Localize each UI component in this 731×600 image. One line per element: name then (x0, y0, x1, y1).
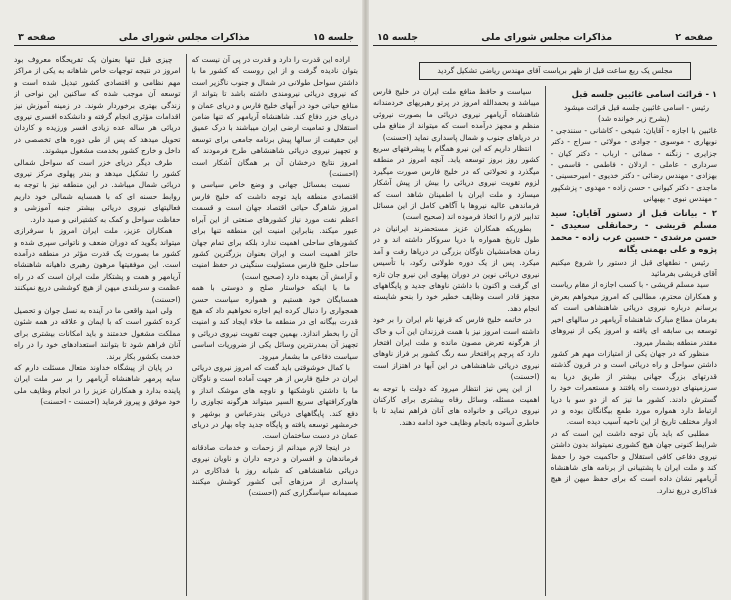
paragraph: منظور که در جهان یکی از امتیازات مهم هر کشور داشتن سواحل و راه دریائی است و در قرون گذشته قدرتهای بزرگ جهانی بیشتر از طریق دریا به سرزمینهای دوردست راه یافتند و مستعمرات خود را گسترش دادند. کشور ما نیز که از دو سو با دریا ارتباط دارد همواره مورد طمع بیگانگان بوده و در ادوار مختلف تاریخ از این ناحیه آسیب دیده است. (550, 348, 717, 427)
session-number: جلسه ۱۵ (377, 32, 419, 43)
paragraph: در پایان از پیشگاه خداوند متعال مسئلت دارم که سایه پرمهر شاهنشاه آریامهر را بر سر ملت ایران پاینده بدارد و همکاران عزیز را در انجام وظایف ملی خود موفق و پیروز فرماید (احسنت - احسنت) (14, 362, 181, 407)
running-title: مذاکرات مجلس شورای ملی (481, 32, 613, 43)
page-gutter (362, 0, 369, 600)
note: (بشرح زیر خوانده شد) (598, 114, 670, 124)
text-column-left (373, 86, 540, 596)
paragraph: مطلبی که باید بآن توجه داشت این است که در شرایط کنونی جهان هیچ کشوری نمیتواند بدون داشتن نیروی دفاعی کافی استقلال و حاکمیت خود را حفظ کند و ملت ایران با پشتیبانی از برنامه های شاهنشاه آریامهر نشان داده است که برای حفظ میهن از هیچ فداکاری دریغ ندارد. (550, 428, 717, 495)
paragraph: بطوریکه همکاران عزیز مستحضرند ایرانیان در طول تاریخ همواره با دریا سروکار داشته اند و در زمان هخامنشیان ناوگان بزرگی در دریاها رفت و آمد میکرد. پس از یک دوره طولانی رکود، با تأسیس نیروی دریائی نوین در دوران پهلوی این نیرو جان تازه ای گرفت و اکنون با داشتن ناوهای جدید و پایگاههای مجهز قادر است وظایف خطیر خود را بنحو شایسته انجام دهد. (373, 223, 540, 313)
text-columns (14, 54, 358, 596)
page-number: صفحه ۲ (675, 32, 713, 43)
text-column-right (551, 86, 718, 596)
page-number: صفحه ۳ (18, 32, 56, 43)
paragraph: نسبت بمسائل جهانی و وضع خاص سیاسی و اقتصادی منطقه باید توجه داشت که خلیج فارس امروز شاهرگ حیاتی اقتصاد جهان است و قسمت اعظم نفت مورد نیاز کشورهای صنعتی از این آبراه عبور میکند. بنابراین امنیت این منطقه تنها برای کشورهای ساحلی اهمیت ندارد بلکه برای تمام جهان حائز اهمیت است و ایران بعنوان بزرگترین کشور ساحلی خلیج فارس مسئولیت سنگینی در حفظ امنیت و آرامش آن بعهده دارد (صحیح است) (191, 180, 358, 281)
paragraph: طرف دیگر دریای خزر است که سواحل شمالی کشور را تشکیل میدهد و بندر پهلوی مرکز نیروی دریائی شمال میباشد. در این منطقه نیز با توجه به روابط حسنه ای که با همسایه شمالی خود داریم فعالیتهای نیروی دریائی بیشتر جنبه آموزشی و حفاظت سواحل و کمک به کشتیرانی و صید دارد. (14, 157, 181, 224)
paragraph: سید مسلم قریشی - با کسب اجازه از مقام ریاست و همکاران محترم، مطالبی که امروز میخواهم بعرض برسانم درباره نیروی دریائی شاهنشاهی است که بفرمان مطاع مبارک شاهنشاه آریامهر در سالهای اخیر توسعه بی سابقه ای یافته و امروز یکی از نیروهای مقتدر منطقه بشمار میرود. (550, 280, 717, 347)
paragraph: ولی امید واقعی ما در آینده به نسل جوان و تحصیل کرده کشور است که با ایمان و علاقه در همه شئون مملکت مشغول خدمتند و باید امکانات بیشتری برای آنان فراهم شود تا بتوانند استعدادهای خود را در راه خدمت بکشور بکار برند. (14, 305, 181, 361)
running-title: مذاکرات مجلس شورای ملی (118, 32, 250, 43)
paragraph: با کمال خوشوقتی باید گفت که امروز نیروی دریائی ایران در خلیج فارس از هر جهت آماده است و ناوگان ما با داشتن ناوشکنها و ناوچه های موشک انداز و هاورکرافتهای سریع السیر میتواند هرگونه تجاوزی را دفع کند. پایگاههای دریائی بندرعباس و بوشهر و خرمشهر توسعه یافته و پایگاه جدید چاه بهار در دریای عمان در دست ساختمان است. (191, 362, 358, 441)
paragraph: انتظار داریم که این نیرو همگام با پیشرفتهای سریع کشور روز بروز توسعه یابد. آنچه امروز در منطقه میگذرد و تحولاتی که در خلیج فارس صورت میگیرد لزوم تقویت نیروی دریائی را بیش از پیش آشکار میسازد و ملت ایران با اطمینان شاهد است که فرماندهی عالیه نیروها با آگاهی کامل از این مسائل تدابیر لازم را اتخاذ فرموده اند (صحیح است) (373, 144, 540, 222)
paragraph: ما با اینکه خواستار صلح و دوستی با همه همسایگان خود هستیم و همواره سیاست حسن همجواری را دنبال کرده ایم اجازه نخواهیم داد که هیچ قدرت بیگانه ای در منطقه ما خلاء ایجاد کند و امنیت آن را بخطر اندازد. بهمین جهت تقویت نیروی دریائی و تجهیز آن بمدرنترین وسائل یکی از ضروریات اساسی سیاست دفاعی ما بشمار میرود. (191, 283, 358, 361)
newspaper-page-left (14, 26, 358, 596)
session-number: جلسه ۱۵ (312, 32, 354, 43)
paragraph: چیزی قبل تنها بعنوان یک تفریحگاه معروف بود امروز در نتیجه توجهات خاص شاهانه به یکی از مراکز مهم نظامی و اقتصادی کشور تبدیل شده است و توسعه آن موجب شده که ساکنین این نواحی از زندگی بهتری برخوردار شوند. در زمینه آموزش نیز اقدامات مؤثری انجام گرفته و دانشکده افسری نیروی دریائی هر ساله عده زیادی افسر ورزیده و کاردان تحویل میدهد که پس از طی دوره های تخصصی در داخل و خارج کشور بخدمت مشغول میشوند. (14, 55, 181, 156)
paragraph: در اینجا لازم میدانم از زحمات و خدمات صادقانه فرماندهان و افسران و درجه داران و ناویان نیروی دریائی شاهنشاهی که شبانه روز با فداکاری در پاسداری از مرزهای آبی کشور کوشش میکنند صمیمانه سپاسگزاری کنم (احسنت) (191, 442, 358, 498)
paragraph: همکاران عزیز، ملت ایران امروز با سرفرازی میتواند بگوید که دوران ضعف و ناتوانی سپری شده و کشور ما بصورت یک قدرت مؤثر در منطقه درآمده است. این موفقیتها مرهون رهبری داهیانه شاهنشاه آریامهر و همت و پشتکار ملت ایران است که در راه عظمت و سربلندی میهن از هیچ کوششی دریغ نمیکنند (احسنت) (14, 226, 181, 304)
paragraph: اراده این قدرت را دارد و قدرت در پی آن نیست که بتوان نادیده گرفت و از این روست که کشور ما با داشتن سواحل طولانی در شمال و جنوب ناگزیر است که نیروی دریائی نیرومندی داشته باشد تا بتواند از منافع حیاتی خود در آبهای خلیج فارس و دریای عمان و دریای خزر دفاع کند. شاهنشاه آریامهر که تنها ضامن استقلال و تمامیت ارضی ایران میباشند با درک عمیق این حقیقت از سالها پیش برنامه جامعی برای توسعه و تجهیز نیروی دریائی شاهنشاهی طرح فرمودند که امروز نتایج درخشان آن بر همگان آشکار است (احسنت) (191, 55, 358, 179)
session-opening-box: مجلس یک ربع ساعت قبل از ظهر بریاست آقای مهندس ریاضی تشکیل گردید (419, 62, 691, 80)
paragraph: از این پس نیز انتظار میرود که دولت با توجه به اهمیت مسئله، وسائل رفاه بیشتری برای کارکنان نیروی دریائی و خانواده های آنان فراهم نماید تا با خاطری آسوده بانجام وظایف خود ادامه دهند. (373, 383, 540, 427)
paragraph: رئیس - نطقهای قبل از دستور را شروع میکنیم آقای قریشی بفرمائید (550, 257, 717, 279)
column-divider (186, 54, 187, 596)
text-columns (373, 86, 717, 596)
text-column-left (14, 54, 181, 596)
paragraph: سیاست و حافظ منافع ملت ایران در خلیج فارس میباشد و بحمدالله امروز در پرتو رهبریهای خردمندانه شاهنشاه آریامهر نیروی دریائی ما بصورت نیروئی منظم و مجهز درآمده است که میتواند از منافع ملی در دریاهای جنوب و شمال پاسداری نماید (احسنت) (373, 87, 540, 142)
absentee-list: غائبین با اجازه - آقایان: شیخی - کاشانی - سنندجی - نوبهاری - موسوی - جوادی - مولائی - سراج - دکتر جزایری - زنگنه - صفائی - ارباب - دکتر کیان - سرداری - عاملی - اردلان - فاطمی - قاسمی - بهزادی - مهندس رضائی - دکتر خدیوی - امیرحسینی - ماجدی - دکتر کیوانی - حسن زاده - مهدوی - پزشکپور - مهندس نبوی - بهبهانی (550, 125, 717, 204)
section-heading: ۲ - بیانات قبل از دستور آقایان: سید مسلم قریشی - رحمانقلی سعیدی - حسن مرشدی - حسین عرب زاده - محمد پژوه و علی بهمنی یگانه (550, 207, 717, 254)
text-column-right (192, 54, 359, 596)
newspaper-page-right (373, 26, 717, 596)
section-heading: ۱ - قرائت اسامی غائبین جلسه قبل (571, 89, 717, 99)
paragraph: در خاتمه خلیج فارس که قرنها نام ایران را بر خود داشته است امروز نیز با همت فرزندان این آب و خاک از هرگونه تعرض مصون مانده و ملت ایران افتخار دارد که پرچم پرافتخار سه رنگ کشور بر فراز ناوهای نیروی دریائی شاهنشاهی در این آبها در اهتزاز است (احسنت) (373, 315, 540, 382)
page-header (14, 26, 358, 46)
paragraph: رئیس - اسامی غائبین جلسه قبل قرائت میشود (563, 103, 709, 112)
column-divider (545, 86, 546, 596)
page-header (373, 26, 717, 46)
